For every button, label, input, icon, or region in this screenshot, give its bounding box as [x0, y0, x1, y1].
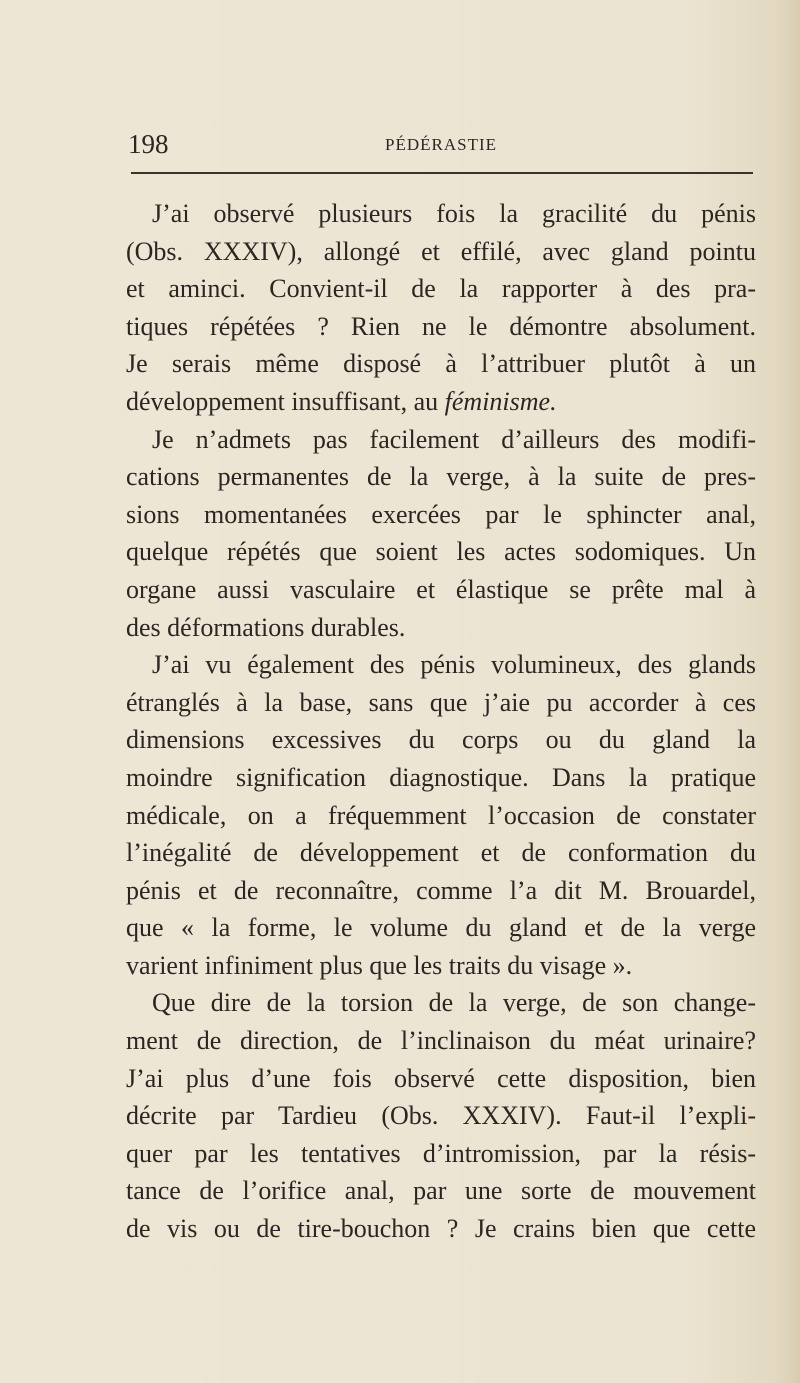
text-line: de vis ou de tire-bouchon ? Je crains bien que cette: [126, 1214, 756, 1244]
text-line: médicale, on a fréquemment l’occasion de constater: [126, 800, 756, 830]
text-line: des déformations durables.: [126, 612, 406, 642]
page-header: [128, 126, 754, 162]
text-line: quelque répétés que soient les actes sodomiques. Un: [126, 537, 756, 567]
text-line: Je serais même disposé à l’attribuer plutôt à un: [126, 349, 756, 379]
text-line: Je n’admets pas facilement d’ailleurs des modifi-: [152, 424, 756, 454]
text-line: J’ai vu également des pénis volumineux, des glands: [152, 650, 756, 680]
text-line: étranglés à la base, sans que j’aie pu accorder à ces: [126, 687, 756, 717]
page-body: [126, 195, 756, 1248]
text-line: et aminci. Convient-il de la rapporter à des pra-: [126, 274, 756, 304]
text-line: J’ai plus d’une fois observé cette disposition, bien: [126, 1063, 756, 1093]
text-line: moindre signification diagnostique. Dans la pratique: [126, 762, 756, 792]
text-line: (Obs. XXXIV), allongé et effilé, avec gland pointu: [126, 236, 756, 266]
text-line: organe aussi vasculaire et élastique se prête mal à: [126, 574, 756, 604]
text-line: [126, 383, 756, 421]
text-line: J’ai observé plusieurs fois la gracilité du pénis: [152, 199, 756, 228]
text-line: cations permanentes de la verge, à la suite de pres-: [126, 462, 756, 492]
text-line: ment de direction, de l’inclinaison du méat urinaire?: [126, 1026, 756, 1056]
italic-term: féminisme.: [444, 386, 557, 416]
text-line: Que dire de la torsion de la verge, de son change-: [152, 988, 756, 1018]
running-title: PÉDÉRASTIE: [385, 135, 497, 154]
text-line: pénis et de reconnaître, comme l’a dit M. Brouardel,: [126, 875, 756, 905]
text-line: dimensions excessives du corps ou du gland la: [126, 725, 756, 755]
text-run: développement insuffisant, au: [126, 386, 445, 416]
text-line: que « la forme, le volume du gland et de la verge: [126, 913, 756, 943]
page-number: 198: [128, 129, 169, 159]
text-line: décrite par Tardieu (Obs. XXXIV). Faut-il l’expli-: [126, 1101, 756, 1131]
text-line: tiques répétées ? Rien ne le démontre absolument.: [126, 311, 756, 341]
text-line: l’inégalité de développement et de conformation du: [126, 838, 756, 868]
header-rule: [131, 172, 753, 174]
text-line: varient infiniment plus que les traits du visage ».: [126, 950, 633, 980]
text-line: tance de l’orifice anal, par une sorte de mouvement: [126, 1176, 756, 1206]
text-line: sions momentanées exercées par le sphincter anal,: [126, 499, 756, 529]
text-line: quer par les tentatives d’intromission, par la résis-: [126, 1138, 756, 1168]
